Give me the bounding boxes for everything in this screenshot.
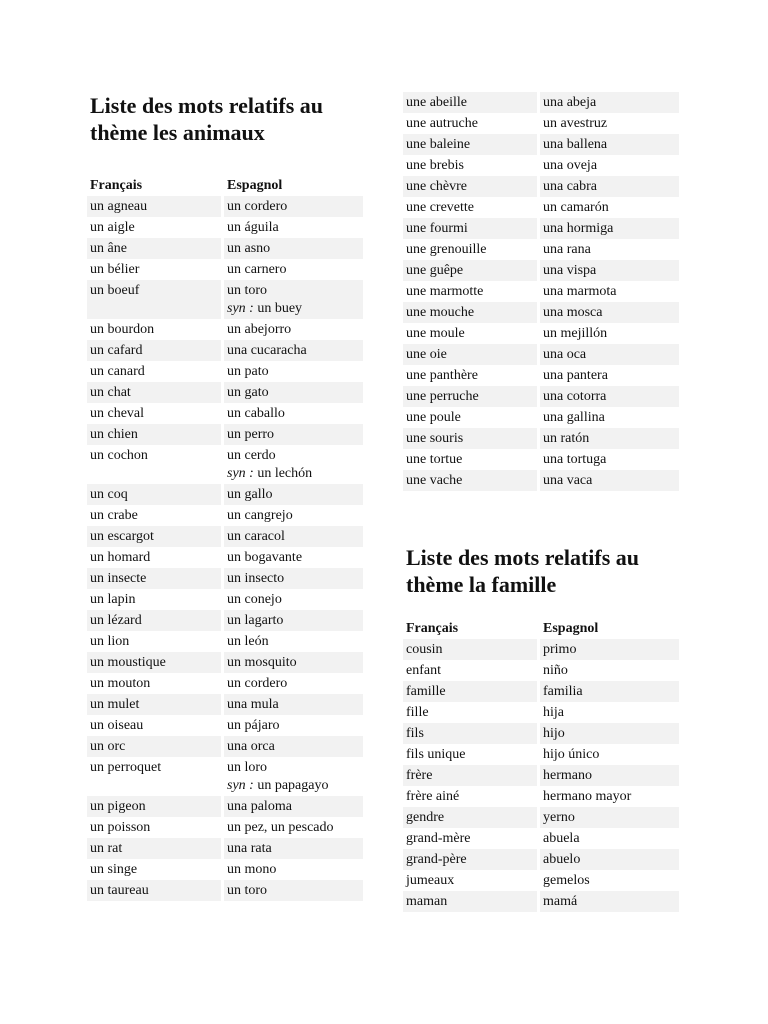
french-term: fille bbox=[403, 702, 540, 723]
spanish-term: una cotorra bbox=[540, 386, 679, 407]
spanish-term: una gallina bbox=[540, 407, 679, 428]
spanish-term: una hormiga bbox=[540, 218, 679, 239]
french-term: un bourdon bbox=[87, 319, 224, 340]
spanish-term: una paloma bbox=[224, 796, 363, 817]
table-row bbox=[403, 344, 679, 365]
table-row bbox=[403, 639, 679, 660]
french-term: un canard bbox=[87, 361, 224, 382]
table-row bbox=[87, 547, 363, 568]
table-row bbox=[87, 652, 363, 673]
spanish-term: niño bbox=[540, 660, 679, 681]
french-term: un insecte bbox=[87, 568, 224, 589]
table-row bbox=[87, 196, 363, 217]
spanish-term: un cangrejo bbox=[224, 505, 363, 526]
french-term: un oiseau bbox=[87, 715, 224, 736]
french-term: un coq bbox=[87, 484, 224, 505]
table-row bbox=[87, 796, 363, 817]
spanish-term: una orca bbox=[224, 736, 363, 757]
table-row bbox=[403, 197, 679, 218]
french-term: un lézard bbox=[87, 610, 224, 631]
french-term: une fourmi bbox=[403, 218, 540, 239]
spanish-term: hija bbox=[540, 702, 679, 723]
french-term: frère ainé bbox=[403, 786, 540, 807]
family-section bbox=[403, 544, 679, 912]
french-term: une crevette bbox=[403, 197, 540, 218]
spanish-term: una cucaracha bbox=[224, 340, 363, 361]
table-row bbox=[87, 736, 363, 757]
french-term: une autruche bbox=[403, 113, 540, 134]
animals-title bbox=[87, 92, 363, 146]
french-term: un cafard bbox=[87, 340, 224, 361]
table-row bbox=[403, 218, 679, 239]
spanish-term: hijo único bbox=[540, 744, 679, 765]
french-term: une tortue bbox=[403, 449, 540, 470]
table-row bbox=[87, 610, 363, 631]
spanish-term: hermano bbox=[540, 765, 679, 786]
french-term: un boeuf bbox=[87, 280, 224, 319]
french-term: un rat bbox=[87, 838, 224, 859]
spanish-term: abuela bbox=[540, 828, 679, 849]
french-term: un lion bbox=[87, 631, 224, 652]
table-row bbox=[403, 428, 679, 449]
family-title bbox=[403, 544, 679, 598]
table-row bbox=[87, 568, 363, 589]
french-term: un pigeon bbox=[87, 796, 224, 817]
french-term: un cochon bbox=[87, 445, 224, 484]
table-row bbox=[403, 155, 679, 176]
synonym-line bbox=[227, 300, 360, 318]
animals-section bbox=[87, 92, 363, 901]
table-row bbox=[403, 449, 679, 470]
french-term: frère bbox=[403, 765, 540, 786]
french-term: une poule bbox=[403, 407, 540, 428]
french-term: une guêpe bbox=[403, 260, 540, 281]
spanish-term: gemelos bbox=[540, 870, 679, 891]
spanish-term: un pájaro bbox=[224, 715, 363, 736]
spanish-term: primo bbox=[540, 639, 679, 660]
spanish-term: un mosquito bbox=[224, 652, 363, 673]
spanish-term: una oca bbox=[540, 344, 679, 365]
spanish-term: un mejillón bbox=[540, 323, 679, 344]
family-title-line1: Liste des mots relatifs au bbox=[406, 545, 640, 570]
table-row bbox=[87, 424, 363, 445]
animals-table-body-continued bbox=[403, 92, 679, 491]
french-term: une marmotte bbox=[403, 281, 540, 302]
french-term: cousin bbox=[403, 639, 540, 660]
table-row bbox=[403, 849, 679, 870]
table-row bbox=[87, 526, 363, 547]
synonym-label: syn : bbox=[227, 466, 254, 481]
synonym-line bbox=[227, 465, 360, 483]
family-table bbox=[403, 618, 679, 912]
french-term: une vache bbox=[403, 470, 540, 491]
spanish-term: un bogavante bbox=[224, 547, 363, 568]
column-header-spanish: Espagnol bbox=[227, 178, 283, 193]
animals-title-line2: thème les animaux bbox=[90, 120, 265, 145]
french-term: un bélier bbox=[87, 259, 224, 280]
table-row bbox=[87, 589, 363, 610]
table-row bbox=[87, 673, 363, 694]
french-term: jumeaux bbox=[403, 870, 540, 891]
synonym-term: un buey bbox=[257, 301, 303, 316]
spanish-translation: un toro bbox=[227, 283, 268, 298]
synonym-label: syn : bbox=[227, 778, 254, 793]
french-term: gendre bbox=[403, 807, 540, 828]
column-header-french: Français bbox=[406, 621, 459, 636]
table-row bbox=[403, 470, 679, 491]
spanish-term: un león bbox=[224, 631, 363, 652]
french-term: grand-mère bbox=[403, 828, 540, 849]
spanish-term: un carnero bbox=[224, 259, 363, 280]
animals-header-row bbox=[87, 175, 363, 196]
spanish-term: yerno bbox=[540, 807, 679, 828]
spanish-translation: un loro bbox=[227, 760, 268, 775]
spanish-term: una vaca bbox=[540, 470, 679, 491]
french-term: une panthère bbox=[403, 365, 540, 386]
spanish-term: una rata bbox=[224, 838, 363, 859]
french-term: un escargot bbox=[87, 526, 224, 547]
family-header-row bbox=[403, 618, 679, 639]
french-term: maman bbox=[403, 891, 540, 912]
table-row bbox=[403, 281, 679, 302]
french-term: un poisson bbox=[87, 817, 224, 838]
french-term: un homard bbox=[87, 547, 224, 568]
table-row bbox=[403, 92, 679, 113]
table-row bbox=[87, 238, 363, 259]
french-term: un aigle bbox=[87, 217, 224, 238]
french-term: un orc bbox=[87, 736, 224, 757]
synonym-term: un lechón bbox=[257, 466, 313, 481]
spanish-term: un toro bbox=[224, 880, 363, 901]
spanish-translation: un cerdo bbox=[227, 448, 276, 463]
table-row bbox=[87, 361, 363, 382]
spanish-term: una oveja bbox=[540, 155, 679, 176]
spanish-term: una ballena bbox=[540, 134, 679, 155]
french-term: fils bbox=[403, 723, 540, 744]
spanish-term: un perro bbox=[224, 424, 363, 445]
table-row bbox=[87, 484, 363, 505]
french-term: un agneau bbox=[87, 196, 224, 217]
synonym-label: syn : bbox=[227, 301, 254, 316]
table-row bbox=[87, 838, 363, 859]
animals-table-continued bbox=[403, 92, 679, 491]
table-row bbox=[87, 319, 363, 340]
table-row bbox=[403, 828, 679, 849]
spanish-term: abuelo bbox=[540, 849, 679, 870]
table-row bbox=[87, 505, 363, 526]
table-row bbox=[403, 134, 679, 155]
table-row bbox=[403, 702, 679, 723]
family-title-line2: thème la famille bbox=[406, 572, 557, 597]
french-term: une baleine bbox=[403, 134, 540, 155]
spanish-term: un pez, un pescado bbox=[224, 817, 363, 838]
spanish-term: un conejo bbox=[224, 589, 363, 610]
table-row bbox=[87, 259, 363, 280]
french-term: une moule bbox=[403, 323, 540, 344]
table-row bbox=[87, 445, 363, 484]
table-row bbox=[87, 631, 363, 652]
table-row bbox=[403, 765, 679, 786]
family-table-body bbox=[403, 639, 679, 912]
french-term: un cheval bbox=[87, 403, 224, 424]
french-term: une brebis bbox=[403, 155, 540, 176]
spanish-term: un caballo bbox=[224, 403, 363, 424]
french-term: une chèvre bbox=[403, 176, 540, 197]
french-term: un singe bbox=[87, 859, 224, 880]
spanish-term bbox=[224, 757, 363, 796]
table-row bbox=[87, 694, 363, 715]
french-term: grand-père bbox=[403, 849, 540, 870]
spanish-term: una pantera bbox=[540, 365, 679, 386]
spanish-term: un insecto bbox=[224, 568, 363, 589]
spanish-term: un ratón bbox=[540, 428, 679, 449]
french-term: un taureau bbox=[87, 880, 224, 901]
table-row bbox=[403, 302, 679, 323]
spanish-term: una abeja bbox=[540, 92, 679, 113]
french-term: un moustique bbox=[87, 652, 224, 673]
table-row bbox=[403, 807, 679, 828]
table-row bbox=[87, 715, 363, 736]
table-row bbox=[87, 817, 363, 838]
table-row bbox=[403, 744, 679, 765]
spanish-term: un avestruz bbox=[540, 113, 679, 134]
table-row bbox=[87, 280, 363, 319]
table-row bbox=[87, 403, 363, 424]
spanish-term: una mosca bbox=[540, 302, 679, 323]
spanish-term: un lagarto bbox=[224, 610, 363, 631]
spanish-term: una vispa bbox=[540, 260, 679, 281]
table-row bbox=[403, 386, 679, 407]
table-row bbox=[87, 382, 363, 403]
spanish-term: un camarón bbox=[540, 197, 679, 218]
synonym-line bbox=[227, 777, 360, 795]
spanish-term: un cordero bbox=[224, 196, 363, 217]
spanish-term bbox=[224, 280, 363, 319]
french-term: une abeille bbox=[403, 92, 540, 113]
french-term: famille bbox=[403, 681, 540, 702]
table-row bbox=[403, 365, 679, 386]
table-row bbox=[87, 859, 363, 880]
spanish-term: mamá bbox=[540, 891, 679, 912]
table-row bbox=[403, 723, 679, 744]
spanish-term: hijo bbox=[540, 723, 679, 744]
french-term: une oie bbox=[403, 344, 540, 365]
french-term: un chien bbox=[87, 424, 224, 445]
spanish-term: una rana bbox=[540, 239, 679, 260]
table-row bbox=[403, 660, 679, 681]
french-term: une perruche bbox=[403, 386, 540, 407]
table-row bbox=[403, 323, 679, 344]
french-term: un âne bbox=[87, 238, 224, 259]
synonym-term: un papagayo bbox=[257, 778, 329, 793]
table-row bbox=[87, 340, 363, 361]
spanish-term: hermano mayor bbox=[540, 786, 679, 807]
column-header-spanish: Espagnol bbox=[543, 621, 599, 636]
french-term: enfant bbox=[403, 660, 540, 681]
table-row bbox=[403, 891, 679, 912]
animals-table bbox=[87, 175, 363, 901]
french-term: un mulet bbox=[87, 694, 224, 715]
spanish-term: un pato bbox=[224, 361, 363, 382]
french-term: une mouche bbox=[403, 302, 540, 323]
french-term: une grenouille bbox=[403, 239, 540, 260]
table-row bbox=[87, 880, 363, 901]
french-term: un perroquet bbox=[87, 757, 224, 796]
spanish-term: un mono bbox=[224, 859, 363, 880]
french-term: un chat bbox=[87, 382, 224, 403]
spanish-term: un asno bbox=[224, 238, 363, 259]
french-term: fils unique bbox=[403, 744, 540, 765]
table-row bbox=[403, 681, 679, 702]
french-term: un mouton bbox=[87, 673, 224, 694]
column-header-french: Français bbox=[90, 178, 143, 193]
table-row bbox=[403, 407, 679, 428]
spanish-term: un gallo bbox=[224, 484, 363, 505]
spanish-term: un gato bbox=[224, 382, 363, 403]
spanish-term: una cabra bbox=[540, 176, 679, 197]
table-row bbox=[403, 870, 679, 891]
table-row bbox=[403, 176, 679, 197]
spanish-term: un caracol bbox=[224, 526, 363, 547]
spanish-term bbox=[224, 445, 363, 484]
animals-section-continued bbox=[403, 92, 679, 491]
table-row bbox=[403, 239, 679, 260]
table-row bbox=[403, 786, 679, 807]
french-term: une souris bbox=[403, 428, 540, 449]
french-term: un crabe bbox=[87, 505, 224, 526]
spanish-term: un águila bbox=[224, 217, 363, 238]
table-row bbox=[87, 217, 363, 238]
table-row bbox=[403, 260, 679, 281]
table-row bbox=[403, 113, 679, 134]
animals-title-line1: Liste des mots relatifs au bbox=[90, 93, 324, 118]
animals-table-body bbox=[87, 196, 363, 901]
spanish-term: un abejorro bbox=[224, 319, 363, 340]
spanish-term: un cordero bbox=[224, 673, 363, 694]
spanish-term: una mula bbox=[224, 694, 363, 715]
spanish-term: familia bbox=[540, 681, 679, 702]
spanish-term: una tortuga bbox=[540, 449, 679, 470]
table-row bbox=[87, 757, 363, 796]
french-term: un lapin bbox=[87, 589, 224, 610]
spanish-term: una marmota bbox=[540, 281, 679, 302]
